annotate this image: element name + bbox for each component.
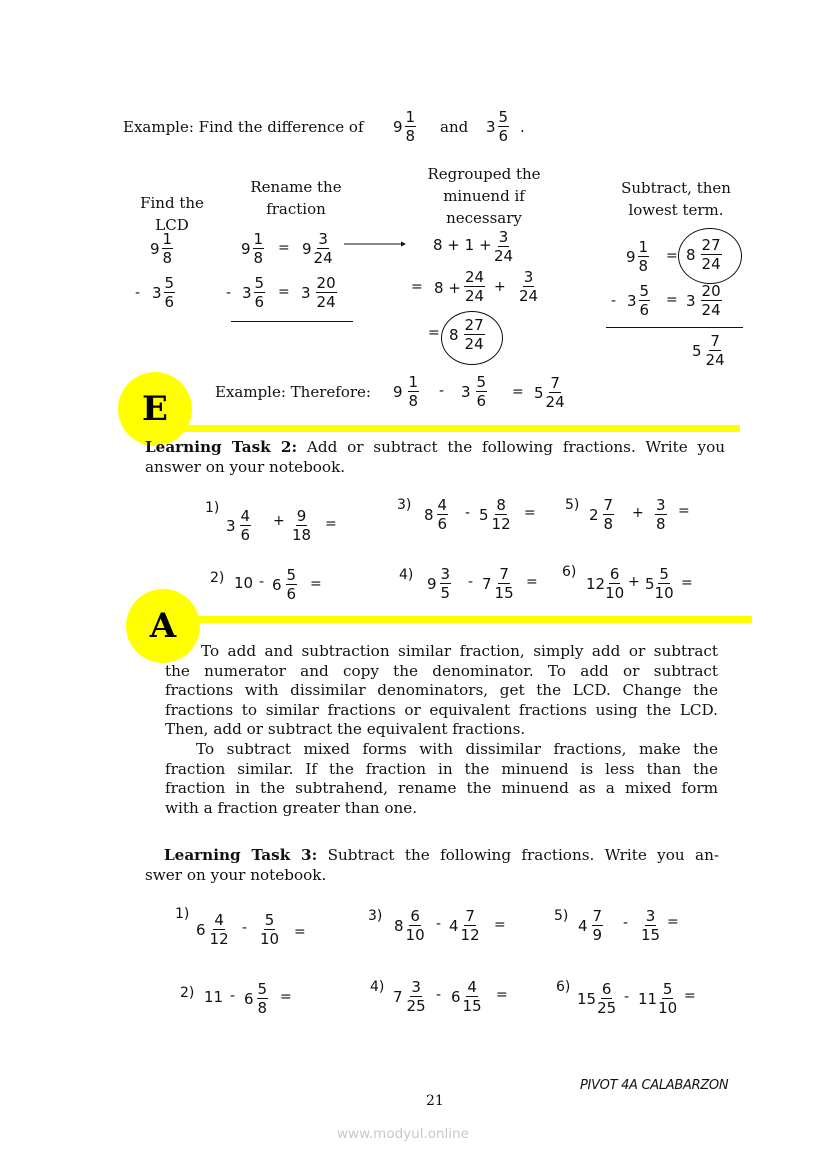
denominator: 24 (705, 351, 725, 369)
minus-sign: - (624, 989, 630, 1005)
equals-sign: = (280, 989, 292, 1005)
whole-number: 5 (534, 384, 544, 402)
item-number: 2) (210, 570, 225, 586)
mixed-fraction (686, 238, 722, 272)
section-a-paragraph (165, 642, 718, 818)
fraction (461, 909, 480, 943)
whole-number: 9 (393, 383, 403, 401)
arrow-right-icon (344, 240, 406, 248)
fraction (476, 375, 488, 409)
equals-sign: = (512, 384, 524, 400)
numerator: 5 (164, 274, 175, 292)
task-text: swer on your notebook. (145, 865, 327, 884)
denominator: 15 (641, 926, 661, 944)
fraction (519, 270, 538, 304)
denominator: 15 (494, 584, 514, 602)
fraction-body (641, 909, 660, 943)
mixed-fraction (196, 913, 229, 947)
whole-number: 11 (638, 990, 658, 1008)
whole-number: 6 (272, 576, 282, 594)
plus-sign: + (494, 279, 506, 295)
whole-number: 7 (393, 988, 403, 1006)
whole-number: 3 (627, 292, 637, 310)
fraction (254, 276, 266, 310)
denominator: 8 (408, 392, 419, 410)
fraction (655, 567, 674, 601)
numerator: 20 (316, 274, 336, 292)
equals-sign: = (666, 292, 678, 308)
therefore-label: Example: Therefore: (215, 383, 371, 401)
item-number: 5) (554, 908, 569, 924)
denominator: 24 (545, 393, 565, 411)
header-line: minuend if (443, 187, 525, 205)
denominator: 24 (464, 335, 484, 353)
equals-sign: = (428, 325, 440, 341)
whole-number: 15 (577, 990, 597, 1008)
numerator: 7 (550, 374, 560, 392)
whole-number: 12 (586, 575, 606, 593)
denominator: 24 (465, 287, 485, 305)
paragraph-line: the numerator and copy the denominator. To add or subtract (165, 661, 718, 680)
denominator: 6 (240, 526, 251, 544)
minus-sign: - (611, 293, 617, 309)
numerator: 3 (318, 230, 328, 248)
fraction-body (655, 498, 667, 532)
fraction (464, 270, 485, 304)
fraction (498, 110, 510, 144)
fraction (546, 376, 565, 410)
numerator: 5 (264, 911, 275, 929)
learning-task-2-instructions (145, 438, 725, 477)
whole-number: 6 (196, 921, 206, 939)
numerator: 8 (496, 496, 506, 514)
denominator: 10 (654, 584, 674, 602)
sum-line (606, 327, 743, 328)
task-text: answer on your notebook. (145, 457, 346, 476)
mixed-fraction (686, 284, 722, 318)
numerator: 27 (464, 316, 484, 334)
paragraph-line: with a fraction greater than one. (165, 798, 418, 817)
fraction (408, 375, 420, 409)
header-line: necessary (446, 209, 522, 227)
equals-sign: = (496, 987, 508, 1003)
section-a-bar (180, 616, 752, 623)
plus-sign: + (273, 513, 285, 529)
paragraph-line: To subtract mixed forms with dissimilar fractions, make the (196, 739, 718, 758)
mixed-fraction (577, 982, 616, 1016)
whole-number: 9 (393, 118, 403, 136)
denominator: 25 (597, 999, 617, 1017)
denominator: 5 (440, 584, 451, 602)
numerator: 7 (710, 332, 720, 350)
header-line: lowest term. (628, 201, 724, 219)
fraction (240, 509, 252, 543)
mixed-fraction (150, 232, 173, 266)
equals-sign: = (411, 279, 423, 295)
fraction (701, 238, 722, 272)
mixed-fraction (152, 276, 175, 310)
denominator: 12 (460, 926, 480, 944)
fraction (701, 284, 722, 318)
fraction (407, 980, 426, 1014)
mixed-fraction (645, 567, 674, 601)
fraction (597, 982, 616, 1016)
numerator: 1 (253, 230, 264, 248)
mixed-fraction (427, 567, 451, 601)
fraction (406, 909, 425, 943)
minus-sign: - (439, 383, 445, 399)
numerator: 20 (701, 282, 721, 300)
numerator: 3 (498, 228, 509, 246)
col-header-lcd: Find the LCD (140, 194, 204, 234)
section-e-badge (118, 372, 192, 446)
minus-sign: - (226, 285, 232, 301)
whole-number: 6 (244, 990, 254, 1008)
task-label: Learning Task 2: (145, 438, 298, 456)
fraction (292, 509, 311, 543)
whole-number: 2 (589, 506, 599, 524)
equals-sign: = (667, 914, 679, 930)
paragraph-line: fractions to similar fractions or equivalent fractions using the LCD. (165, 700, 718, 719)
whole-number: 5 (645, 575, 655, 593)
whole-number: 8 (394, 917, 404, 935)
fraction (286, 568, 298, 602)
numerator: 5 (659, 565, 669, 583)
fraction-body (519, 270, 538, 304)
mixed-fraction (449, 318, 485, 352)
fraction (316, 276, 337, 310)
equals-sign: = (278, 284, 290, 300)
whole-number: 9 (626, 248, 636, 266)
denominator: 10 (260, 930, 280, 948)
fraction (658, 982, 677, 1016)
minus-sign: - (436, 916, 442, 932)
fraction (260, 913, 279, 947)
fraction (257, 982, 269, 1016)
denominator: 8 (603, 515, 614, 533)
mixed-fraction (638, 982, 677, 1016)
paragraph-line: fraction similar. If the fraction in the minuend is less than the (165, 759, 718, 778)
period: . (520, 118, 525, 136)
fraction (605, 567, 624, 601)
mixed-fraction (534, 376, 565, 410)
numerator: 4 (437, 496, 448, 514)
numerator: 3 (645, 907, 656, 925)
equals-sign: = (278, 240, 290, 256)
denominator: 9 (592, 926, 603, 944)
equals-sign: = (526, 574, 538, 590)
paragraph-line: Then, add or subtract the equivalent fractions. (165, 720, 526, 739)
task-text: Subtract the following fractions. Write you an- (317, 846, 719, 864)
denominator: 10 (605, 584, 625, 602)
denominator: 8 (656, 515, 666, 533)
numerator: 5 (254, 274, 265, 292)
denominator: 6 (437, 515, 448, 533)
fraction (463, 980, 482, 1014)
whole-number: 5 (692, 342, 702, 360)
fraction-body (292, 509, 311, 543)
denominator: 15 (462, 997, 482, 1015)
numerator: 3 (440, 565, 451, 583)
whole-number: 3 (226, 517, 236, 535)
numerator: 3 (523, 268, 534, 286)
numerator: 27 (701, 236, 721, 254)
whole-number: 4 (449, 917, 459, 935)
fraction-body (494, 230, 513, 264)
numerator: 1 (638, 238, 649, 256)
mixed-fraction (241, 232, 264, 266)
whole-number: 7 (482, 575, 492, 593)
item-number: 4) (370, 979, 385, 995)
task-text: Add or subtract the following fractions. Write you (297, 438, 725, 456)
regroup-line2: 8 + (434, 279, 461, 297)
numerator: 3 (656, 496, 666, 514)
fraction (495, 567, 514, 601)
header-line: Subtract, then (621, 179, 731, 197)
publisher-label: PIVOT 4A CALABARZON (580, 1078, 729, 1093)
numerator: 5 (498, 108, 509, 126)
item-number: 2) (180, 985, 195, 1001)
fraction (492, 498, 511, 532)
whole-number: 6 (451, 988, 461, 1006)
minus-sign: - (230, 988, 236, 1004)
mixed-fraction (302, 232, 333, 266)
numerator: 3 (411, 978, 421, 996)
mixed-fraction (449, 909, 480, 943)
badge-letter: E (142, 389, 168, 429)
example-intro: Example: Find the difference of (123, 118, 364, 136)
fraction (162, 232, 174, 266)
col-header-subtract (610, 177, 742, 221)
denominator: 6 (639, 301, 650, 319)
denominator: 12 (209, 930, 229, 948)
whole-number: 9 (150, 240, 160, 258)
numerator: 6 (609, 565, 620, 583)
numerator: 4 (214, 911, 224, 929)
fraction (639, 284, 651, 318)
mixed-fraction (272, 568, 297, 602)
denominator: 8 (257, 999, 268, 1017)
section-e-bar (150, 425, 740, 432)
fraction (638, 240, 650, 274)
fraction (494, 230, 513, 264)
denominator: 6 (476, 392, 487, 410)
item-number: 6) (556, 979, 571, 995)
fraction (464, 318, 485, 352)
whole-number: 3 (242, 284, 252, 302)
fraction (641, 909, 660, 943)
minus-sign: - (468, 574, 474, 590)
col-header-regroup (418, 163, 550, 229)
minus-sign: - (436, 987, 442, 1003)
whole-number: 9 (241, 240, 251, 258)
numerator: 1 (405, 108, 416, 126)
fraction (405, 110, 417, 144)
denominator: 6 (254, 293, 265, 311)
equals-sign: = (666, 248, 678, 264)
whole-number: 3 (486, 118, 496, 136)
minus-sign: - (623, 915, 629, 931)
header-line: fraction (266, 200, 326, 218)
whole-number: 3 (461, 383, 471, 401)
mixed-fraction (626, 240, 649, 274)
numerator: 1 (162, 230, 173, 248)
numerator: 7 (499, 565, 509, 583)
page-number: 21 (426, 1093, 444, 1109)
fraction (437, 498, 449, 532)
fraction (440, 567, 452, 601)
minus-sign: - (259, 574, 265, 590)
denominator: 24 (701, 301, 721, 319)
denominator: 25 (406, 997, 426, 1015)
equals-sign: = (325, 516, 337, 532)
equals-sign: = (681, 575, 693, 591)
fraction (314, 232, 333, 266)
sum-line (231, 321, 353, 322)
fraction-body (464, 270, 485, 304)
minus-sign: - (465, 505, 471, 521)
fraction-body (260, 913, 279, 947)
whole-number: 8 (686, 246, 696, 264)
equals-sign: = (684, 988, 696, 1004)
whole-number: 3 (152, 284, 162, 302)
mixed-fraction (479, 498, 511, 532)
header-line: Regrouped the (427, 165, 541, 183)
numerator: 5 (257, 980, 268, 998)
numerator: 4 (240, 507, 251, 525)
numerator: 6 (410, 907, 420, 925)
learning-task-3-instructions (145, 846, 719, 885)
mixed-fraction (578, 909, 603, 943)
denominator: 6 (164, 293, 175, 311)
paragraph-line: fraction in the subtrahend, rename the minuend as a mixed form (165, 779, 718, 798)
mixed-fraction (451, 980, 482, 1014)
numerator: 24 (465, 268, 485, 286)
denominator: 24 (519, 287, 539, 305)
numerator: 7 (603, 496, 614, 514)
equals-sign: = (294, 924, 306, 940)
fraction (210, 913, 229, 947)
fraction (253, 232, 265, 266)
denominator: 18 (292, 526, 312, 544)
whole-number: 9 (302, 240, 312, 258)
fraction (592, 909, 604, 943)
whole-number: 4 (578, 917, 588, 935)
mixed-fraction (393, 980, 426, 1014)
whole-number: 9 (427, 575, 437, 593)
denominator: 8 (253, 249, 264, 267)
minus-sign: - (135, 285, 141, 301)
numerator: 5 (286, 566, 297, 584)
denominator: 24 (494, 247, 514, 265)
mixed-fraction (627, 284, 650, 318)
mixed-fraction (242, 276, 265, 310)
whole-number: 3 (686, 292, 696, 310)
item-number: 3) (368, 908, 383, 924)
item-number: 5) (565, 497, 580, 513)
mixed-fraction (393, 375, 419, 409)
whole-number: 8 (424, 506, 434, 524)
denominator: 8 (405, 127, 416, 145)
fraction (655, 498, 667, 532)
mixed-fraction (424, 498, 448, 532)
denominator: 12 (491, 515, 511, 533)
paragraph-line: To add and subtraction similar fraction, simply add or subtract (201, 642, 718, 660)
numerator: 1 (408, 373, 419, 391)
item-number: 3) (397, 497, 412, 513)
mixed-fraction (586, 567, 624, 601)
denominator: 24 (313, 249, 333, 267)
denominator: 8 (638, 257, 649, 275)
watermark: www.modyul.online (337, 1126, 469, 1142)
numerator: 7 (592, 907, 603, 925)
plus-sign: + (632, 505, 644, 521)
numerator: 6 (601, 980, 612, 998)
paragraph-line: fractions with dissimilar denominators, get the LCD. Change the (165, 681, 718, 700)
denominator: 24 (701, 255, 721, 273)
badge-letter: A (149, 606, 177, 646)
plus-sign: + (628, 574, 640, 590)
numerator: 7 (465, 907, 475, 925)
equals-sign: = (524, 505, 536, 521)
col-header-rename (236, 176, 356, 220)
mixed-fraction (589, 498, 614, 532)
whole-number: 11 (204, 988, 224, 1006)
task-label: Learning Task 3: (164, 846, 318, 864)
mixed-fraction (393, 110, 416, 144)
mixed-fraction (482, 567, 514, 601)
answer-mixed-fraction (692, 334, 725, 368)
equals-sign: = (678, 503, 690, 519)
numerator: 4 (467, 978, 477, 996)
fraction (603, 498, 615, 532)
fraction (706, 334, 725, 368)
regroup-line1: 8 + 1 + (433, 236, 492, 254)
item-number: 1) (205, 500, 220, 516)
mixed-fraction (244, 982, 268, 1016)
mixed-fraction (461, 375, 487, 409)
mixed-fraction (486, 110, 509, 144)
and-text: and (440, 118, 469, 136)
mixed-fraction (394, 909, 425, 943)
minus-sign: - (242, 920, 248, 936)
header-line: Rename the (250, 178, 342, 196)
numerator: 9 (296, 507, 307, 525)
item-number: 4) (399, 567, 414, 583)
whole-number: 10 (234, 574, 254, 592)
item-number: 6) (562, 564, 577, 580)
numerator: 5 (639, 282, 650, 300)
denominator: 6 (498, 127, 509, 145)
denominator: 6 (286, 585, 297, 603)
denominator: 24 (316, 293, 336, 311)
whole-number: 3 (301, 284, 311, 302)
item-number: 1) (175, 906, 190, 922)
numerator: 5 (476, 373, 487, 391)
fraction (164, 276, 176, 310)
denominator: 8 (162, 249, 173, 267)
mixed-fraction (301, 276, 337, 310)
denominator: 10 (658, 999, 678, 1017)
mixed-fraction (226, 509, 251, 543)
whole-number: 5 (479, 506, 489, 524)
equals-sign: = (494, 917, 506, 933)
denominator: 10 (405, 926, 425, 944)
equals-sign: = (310, 576, 322, 592)
numerator: 5 (662, 980, 673, 998)
whole-number: 8 (449, 326, 459, 344)
